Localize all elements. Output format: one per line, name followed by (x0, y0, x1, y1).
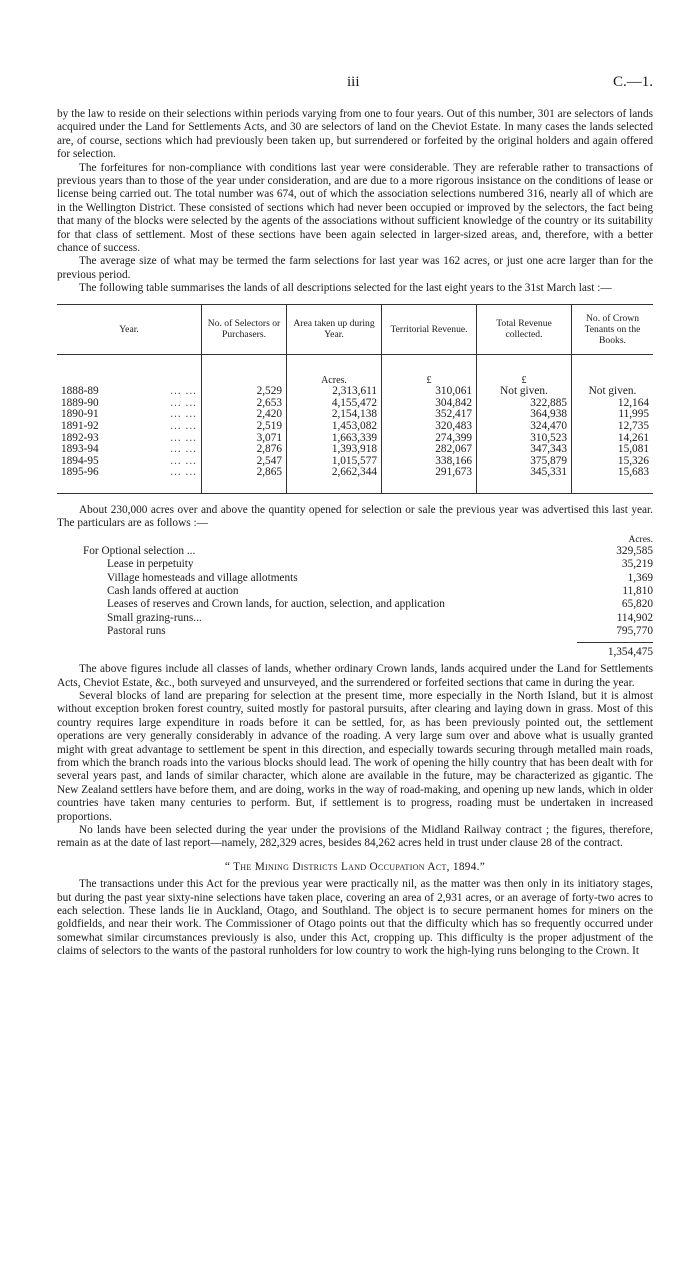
cell-territorial: 304,842 (382, 398, 477, 410)
cell-total: Not given. (477, 386, 572, 398)
cell-total: 324,470 (477, 421, 572, 433)
list-item: Lease in perpetuity 35,219 (107, 558, 653, 571)
cell-year: 1891-92 ... ... (61, 420, 197, 433)
land-selection-table (57, 304, 653, 494)
cell-selectors: 2,529 (202, 386, 287, 398)
list-item: Leases of reserves and Crown lands, for auction, selection, and application 65,820 (107, 598, 653, 611)
cell-tenants: 15,683 (572, 467, 654, 493)
cell-total: 375,879 (477, 456, 572, 468)
cell-tenants: 15,081 (572, 444, 654, 456)
table-header-row (57, 304, 653, 354)
cell-total: 364,938 (477, 409, 572, 421)
list-item: Pastoral runs 795,770 (107, 625, 653, 638)
paragraph: The above figures include all classes of lands, whether ordinary Crown lands, lands acquired under the Land for Settlements Acts, Cheviot Estate, &c., both surveyed and unsurveyed, and the surrendered or forfeited sections that came in during the year. (57, 663, 653, 689)
unit-acres: Acres. (287, 354, 382, 386)
cell-year: 1888-89 ... ... (61, 385, 197, 398)
paragraph: The following table summarises the lands of all descriptions selected for the last eight years to the 31st March last :— (79, 282, 612, 295)
cell-selectors: 2,865 (202, 467, 287, 493)
cell-year: 1894-95 ... ... (61, 454, 197, 467)
acreage-list (57, 535, 653, 659)
paragraph: The forfeitures for non-compliance with conditions last year were considerable. They are referable rather to transactions of previous years than to those of the year under consideration, and are due to a more rigorous insistance on the conditions of lease or license being carried out. The total number was 674, out of which the association selections numbered 316, nearly all of which are in the Wellington District. These consisted of sections which had never been occupied or improved by the selectors, the fact being that many of the blocks were selected by the agents of the associations without sufficient knowledge of the country or its suitability for that class of settlement. Most of these sections have been again selected in larger-sized areas, and, therefore, with a better chance of success. (57, 161, 653, 255)
cell-territorial: 338,166 (382, 456, 477, 468)
cell-year: 1895-96 ... ... (57, 467, 202, 493)
cell-selectors: 3,071 (202, 433, 287, 445)
cell-tenants: 11,995 (572, 409, 654, 421)
cell-area: 2,662,344 (287, 467, 382, 493)
col-header-tenants: No. of Crown Tenants on the Books. (572, 304, 654, 354)
cell-tenants: 14,261 (572, 433, 654, 445)
table-row (57, 467, 653, 493)
paragraph: The transactions under this Act for the previous year were practically nil, as the matter was then only in its initiatory stages, but during the past year sixty-nine selections have taken place, covering an area of 2,931 acres, or an average of forty-two acres to each selection. These lands lie in Auckland, Otago, and Southland. The object is to secure permanent homes for miners on the goldfields, and near their work. The Commissioner of Otago points out that the difficulty which has so frequently occurred under somewhat similar circumstances previously is also, under this Act, cropping up. This difficulty is the proper adjustment of the claims of selectors to the wants of the pastoral runholders for low country to work the high-lying runs belonging to the Crown. It (57, 878, 653, 958)
units-row (57, 354, 653, 386)
paragraph: About 230,000 acres over and above the quantity opened for selection or sale the previous year was advertised this last year. The particulars are as follows :— (57, 504, 653, 530)
cell-selectors: 2,547 (202, 456, 287, 468)
paragraph: No lands have been selected during the year under the provisions of the Midland Railway contract ; the figures, therefore, remain as at the date of last report—namely, 282,329 acres, besides 84,262 acres held in trust under clause 28 of the contract. (57, 823, 653, 850)
paragraph: The average size of what may be termed the farm selections for last year was 162 acres, or just one acre larger than for the previous period. (57, 255, 653, 281)
cell-territorial: 274,399 (382, 433, 477, 445)
col-header-year: Year. (57, 304, 202, 354)
document-reference: C.—1. (612, 74, 653, 90)
unit-pound: £ (382, 354, 477, 386)
cell-territorial: 282,067 (382, 444, 477, 456)
cell-tenants: Not given. (572, 386, 654, 398)
cell-selectors: 2,876 (202, 444, 287, 456)
page-body (57, 108, 653, 959)
cell-year: 1893-94 ... ... (61, 443, 197, 456)
cell-territorial: 310,061 (382, 386, 477, 398)
list-item: For Optional selection ... 329,585 (83, 544, 653, 557)
cell-year: 1889-90 ... ... (61, 396, 197, 409)
cell-area: 1,393,918 (287, 444, 382, 456)
paragraph: by the law to reside on their selections within periods varying from one to four years. Out of this number, 301 are selectors of lands acquired under the Land for Settlements Acts, and 30 are selectors of land on the Cheviot Estate. In many cases the lands selected are, of course, sections which had previously been taken up, but surrendered or forfeited by the original holders and again offered for selection. (57, 108, 653, 161)
paragraph: Several blocks of land are preparing for selection at the present time, more especially in the North Island, but it is almost without exception broken forest country, suited mostly for pastoral pursuits, after clearing and laying down in grass. Most of this country requires large expenditure in roads before it can be settled, for, as has been previously pointed out, the settlement operations are very generally considerably in advance of the roading. A very large sum over and above what is usually granted might with great advantage to settlement be spent in this direction, and especially towards securing through metalled main roads, from which the branch roads into the various blocks should lead. The work of opening the hilly country that has been dealt with for several years past, and lands of similar character, which alone are available in the future, may be characterized as gigantic. The New Zealand settlers have before them, and are doing, works in the way of road-making, and opening up new lands, which in older countries have taken many centuries to perform. But, if settlement is to progress, roading must be undertaken in increased proportions. (57, 689, 653, 823)
col-header-selectors: No. of Selectors or Purchasers. (202, 304, 287, 354)
cell-area: 2,313,611 (287, 386, 382, 398)
cell-territorial: 352,417 (382, 409, 477, 421)
acreage-unit-label: Acres. (628, 534, 653, 545)
cell-selectors: 2,519 (202, 421, 287, 433)
cell-tenants: 12,735 (572, 421, 654, 433)
table-row (57, 421, 653, 433)
section-heading: “ The Mining Districts Land Occupation Act, 1894.” (224, 860, 486, 873)
cell-total: 322,885 (477, 398, 572, 410)
cell-selectors: 2,420 (202, 409, 287, 421)
cell-area: 1,015,577 (287, 456, 382, 468)
cell-area: 2,154,138 (287, 409, 382, 421)
cell-tenants: 15,326 (572, 456, 654, 468)
unit-pound: £ (477, 354, 572, 386)
cell-area: 4,155,472 (287, 398, 382, 410)
acreage-total: 1,354,475 (57, 642, 653, 659)
cell-area: 1,453,082 (287, 421, 382, 433)
col-header-area: Area taken up during Year. (287, 304, 382, 354)
cell-tenants: 12,164 (572, 398, 654, 410)
cell-territorial: 320,483 (382, 421, 477, 433)
cell-territorial: 291,673 (382, 467, 477, 493)
col-header-territorial: Territorial Revenue. (382, 304, 477, 354)
col-header-total: Total Revenue collected. (477, 304, 572, 354)
cell-total: 310,523 (477, 433, 572, 445)
list-item: Cash lands offered at auction 11,810 (107, 585, 653, 598)
cell-selectors: 2,653 (202, 398, 287, 410)
cell-year: 1892-93 ... ... (61, 431, 197, 444)
cell-area: 1,663,339 (287, 433, 382, 445)
cell-total: 345,331 (477, 467, 572, 493)
page-header (0, 74, 700, 94)
cell-year: 1890-91 ... ... (61, 408, 197, 421)
cell-total: 347,343 (477, 444, 572, 456)
page-number: iii (347, 74, 360, 90)
list-item: Village homesteads and village allotments 1,369 (107, 571, 653, 584)
list-item: Small grazing-runs... 114,902 (107, 611, 653, 624)
